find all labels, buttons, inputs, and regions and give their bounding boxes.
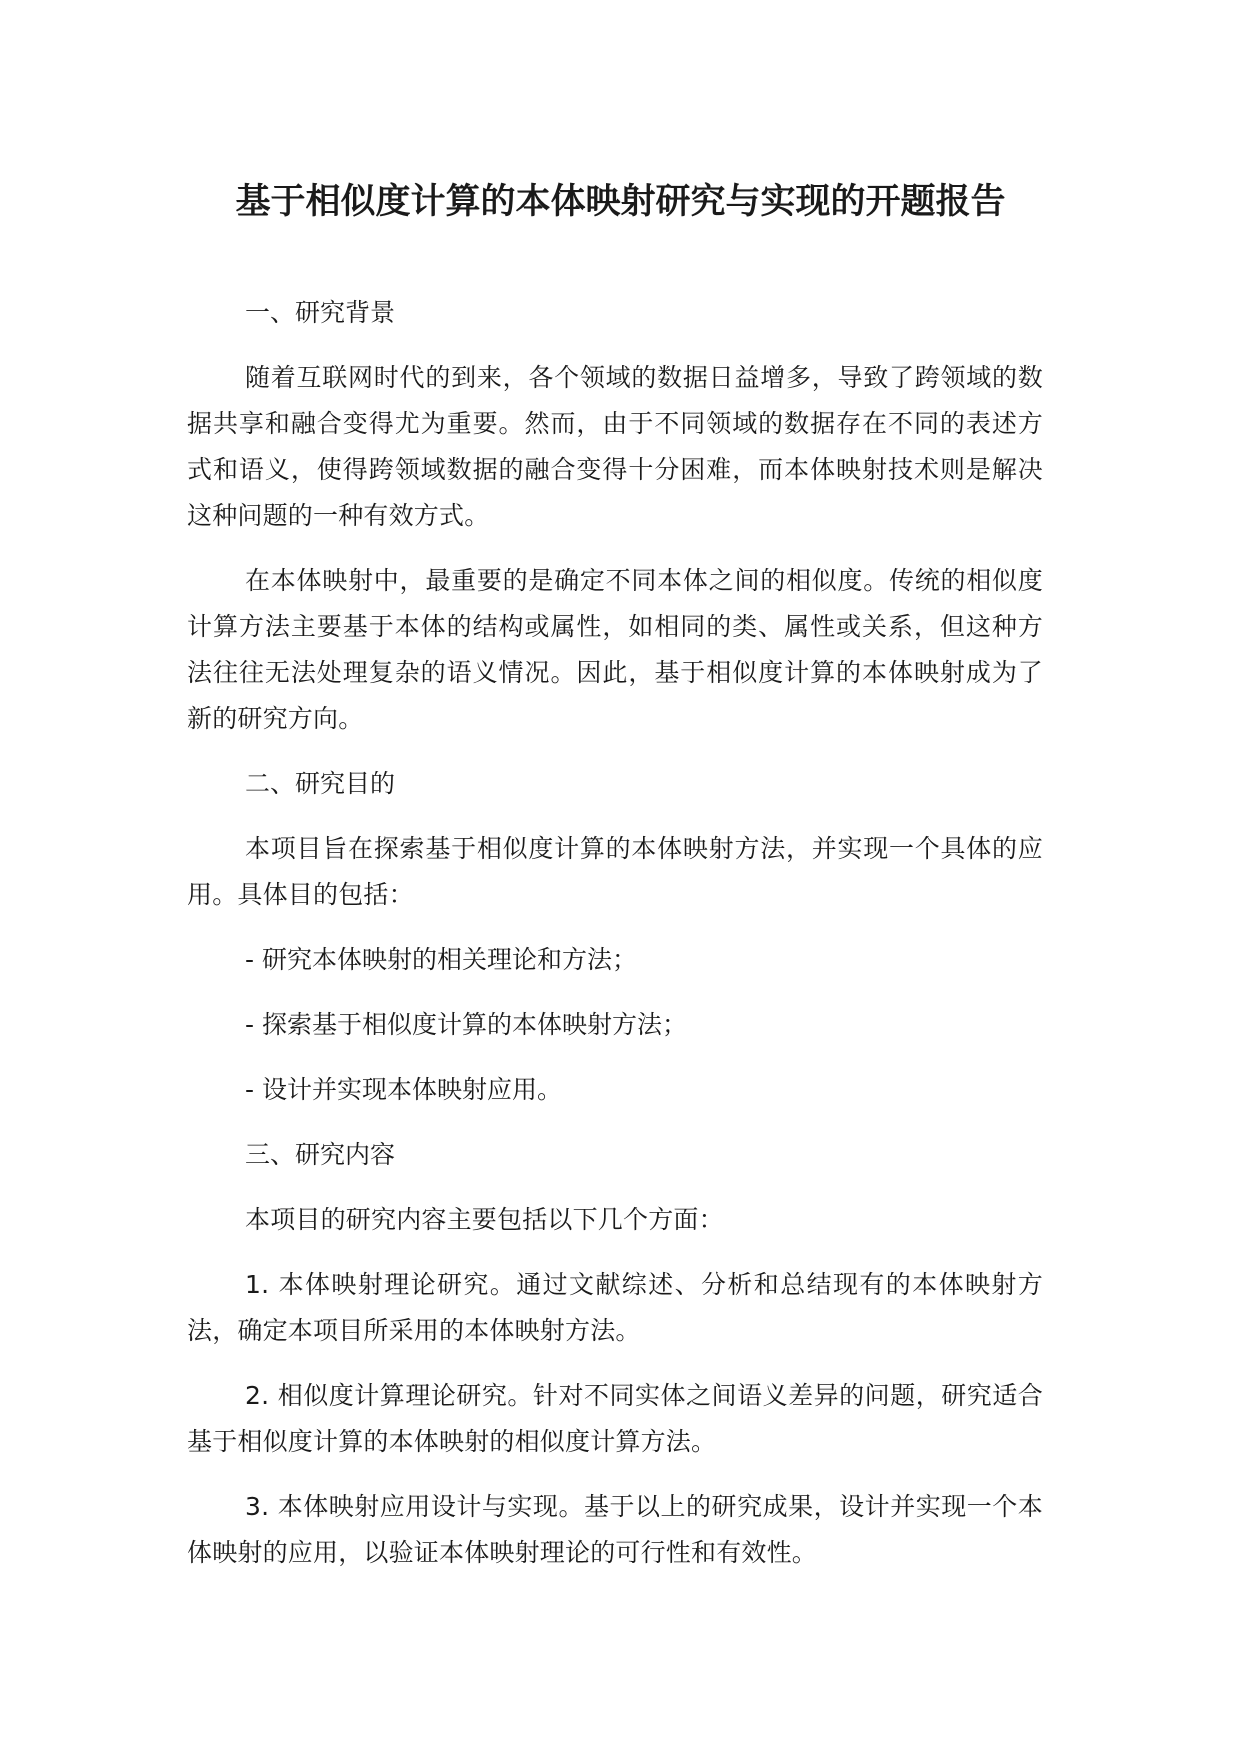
document-body <box>187 290 1043 1595</box>
paragraph-background-2: 在本体映射中，最重要的是确定不同本体之间的相似度。传统的相似度计算方法主要基于本体的结构或属性，如相同的类、属性或关系，但这种方法往往无法处理复杂的语义情况。因此，基于相似度计算的本体映射成为了新的研究方向。 <box>187 566 1043 733</box>
list-item-purpose-3: - 设计并实现本体映射应用。 <box>245 1075 562 1104</box>
paragraph-purpose-1: 本项目旨在探索基于相似度计算的本体映射方法，并实现一个具体的应用。具体目的包括： <box>187 834 1043 909</box>
section-heading-purpose: 二、研究目的 <box>245 769 396 798</box>
list-item-content-1: 1. 本体映射理论研究。通过文献综述、分析和总结现有的本体映射方法，确定本项目所采用的本体映射方法。 <box>187 1270 1043 1345</box>
paragraph-background-1: 随着互联网时代的到来，各个领域的数据日益增多，导致了跨领域的数据共享和融合变得尤为重要。然而，由于不同领域的数据存在不同的表述方式和语义，使得跨领域数据的融合变得十分困难，而本体映射技术则是解决这种问题的一种有效方式。 <box>187 363 1043 530</box>
section-heading-content: 三、研究内容 <box>245 1140 396 1169</box>
list-item-purpose-2: - 探索基于相似度计算的本体映射方法； <box>245 1010 687 1039</box>
list-item-content-2: 2. 相似度计算理论研究。针对不同实体之间语义差异的问题，研究适合基于相似度计算的本体映射的相似度计算方法。 <box>187 1381 1043 1456</box>
paragraph-content-intro: 本项目的研究内容主要包括以下几个方面： <box>245 1205 724 1234</box>
document-title: 基于相似度计算的本体映射研究与实现的开题报告 <box>235 182 1006 222</box>
list-item-purpose-1: - 研究本体映射的相关理论和方法； <box>245 945 637 974</box>
section-heading-background: 一、研究背景 <box>245 298 396 327</box>
list-item-content-3: 3. 本体映射应用设计与实现。基于以上的研究成果，设计并实现一个本体映射的应用，以验证本体映射理论的可行性和有效性。 <box>187 1492 1043 1567</box>
